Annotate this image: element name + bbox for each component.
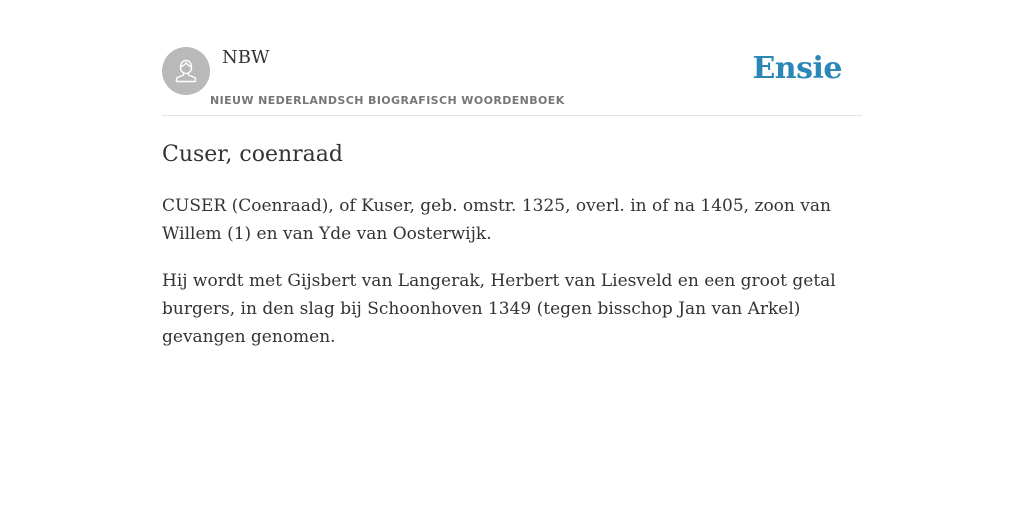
- source-header: [162, 0, 862, 116]
- entry-title: Cuser, coenraad: [162, 142, 343, 167]
- entry-paragraph: Hij wordt met Gijsbert van Langerak, Herbert van Liesveld en een groot getal burgers, in den slag bij Schoonhoven 1349 (tegen bisschop Jan van Arkel) gevangen genomen.: [162, 271, 836, 347]
- user-silhouette-icon: [171, 56, 201, 86]
- page-container: [162, 0, 862, 347]
- source-subtitle: NIEUW NEDERLANDSCH BIOGRAFISCH WOORDENBOEK: [210, 94, 565, 107]
- entry-paragraph: CUSER (Coenraad), of Kuser, geb. omstr. 1325, overl. in of na 1405, zoon van Willem (1) en van Yde van Oosterwijk.: [162, 196, 831, 244]
- ensie-logo[interactable]: Ensie: [752, 51, 842, 86]
- entry-body: [162, 192, 842, 370]
- source-avatar[interactable]: [162, 47, 210, 95]
- source-name[interactable]: NBW: [222, 47, 270, 68]
